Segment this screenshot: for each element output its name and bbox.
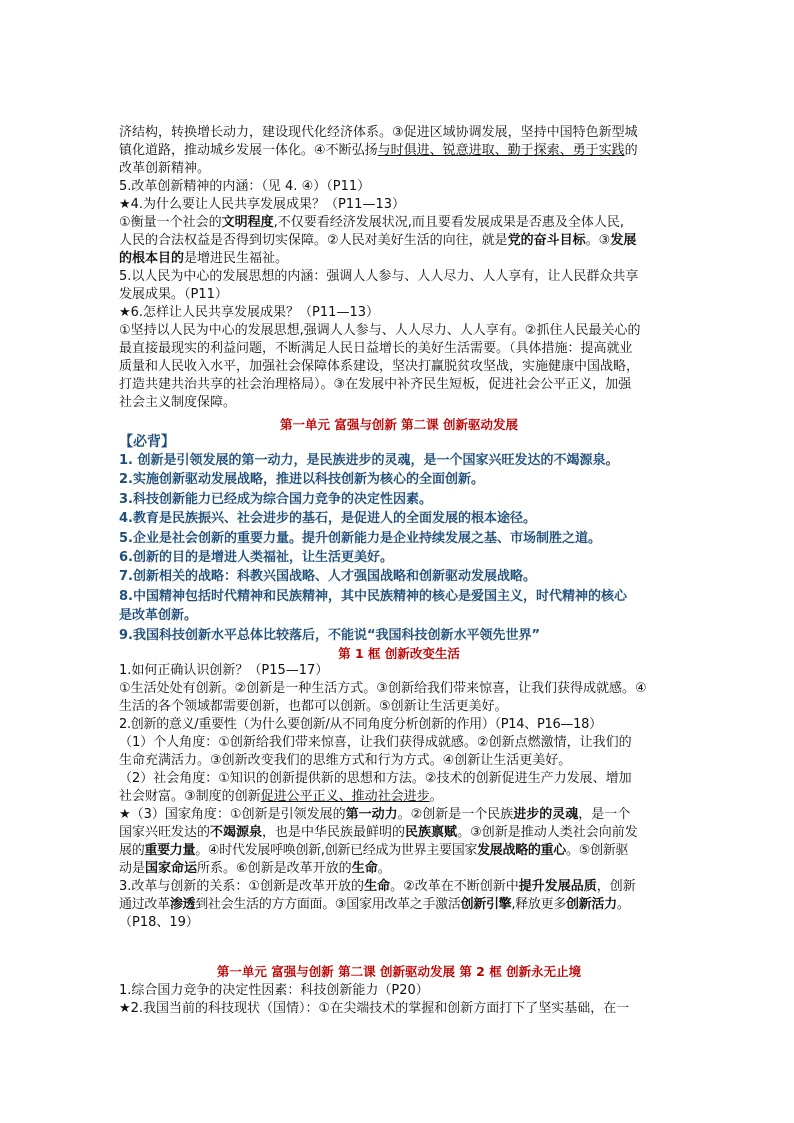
frame-heading: 第一单元 富强与创新 第二课 创新驱动发展 第 2 框 创新永无止境 (216, 964, 582, 979)
text-line: ★（3）国家角度：①创新是引领发展的第一动力。②创新是一个民族进步的灵魂，是一个 (119, 807, 631, 822)
text-line: （1）个人角度：①创新给我们带来惊喜，让我们获得成就感。②创新点燃激情，让我们的 (119, 735, 632, 750)
must-item: 3.科技创新能力已经成为综合国力竞争的决定性因素。 (119, 491, 432, 507)
frame-heading: 第 1 框 创新改变生活 (338, 646, 460, 661)
text-line: ①生活处处有创新。②创新是一种生活方式。③创新给我们带来惊喜，让我们获得成就感。④ (119, 681, 647, 696)
text-line: 3.改革与创新的关系：①创新是改革开放的生命。②改革在不断创新中提升发展品质，创新 (119, 879, 636, 894)
must-item: 4.教育是民族振兴、社会进步的基石，是促进人的全面发展的根本途径。 (119, 511, 536, 527)
section-economy-people (119, 124, 679, 412)
text-line: 打造共建共治共享的社会治理格局）。③在发展中补齐民生短板，促进社会公平正义，加强 (119, 377, 632, 392)
text-line: 人民的合法权益是否得到切实保障。②人民对美好生活的向往，就是党的奋斗目标。③发展 (119, 233, 637, 248)
text-line: ①衡量一个社会的文明程度,不仅要看经济发展状况,而且要看发展成果是否惠及全体人民, (119, 215, 625, 230)
section-innovation-life (119, 662, 679, 932)
must-item: 6.创新的目的是增进人类福祉，让生活更美好。 (119, 550, 393, 566)
text-line: 最直接最现实的利益问题，不断满足人民日益增长的美好生活需要。（具体措施：提高就业 (119, 341, 633, 356)
text-line: ①坚持以人民为中心的发展思想,强调人人参与、人人尽力、人人享有。②抓住人民最关心的 (119, 323, 641, 338)
question-heading: ★6.怎样让人民共享发展成果？（P11—13） (119, 305, 379, 320)
text-line: 展的重要力量。④时代发展呼唤创新,创新已经成为世界主要国家发展战略的重心。⑤创新驱 (119, 843, 629, 858)
must-item: 2.实施创新驱动发展战略，推进以科技创新为核心的全面创新。 (119, 472, 484, 488)
must-item: 8.中国精神包括时代精神和民族精神，其中民族精神的核心是爱国主义，时代精神的核心 (119, 588, 627, 604)
question-heading: ★4.为什么要让人民共享发展成果？（P11—13） (119, 197, 405, 212)
text-line: （2）社会角度：①知识的创新提供新的思想和方法。②技术的创新促进生产力发展、增加 (119, 771, 632, 786)
text-line: 社会主义制度保障。 (119, 395, 237, 410)
must-item: 7.创新相关的战略：科教兴国战略、人才强国战略和创新驱动发展战略。 (119, 569, 536, 585)
must-memorize-label: 【必背】 (119, 434, 175, 450)
text-line: （P18、19） (119, 915, 199, 930)
question-heading: ★2.我国当前的科技现状（国情）：①在尖端技术的掌握和创新方面打下了坚实基础，在一 (119, 1001, 630, 1016)
must-item: 9.我国科技创新水平总体比较落后，不能说“我国科技创新水平领先世界” (119, 627, 541, 643)
must-item: 5.企业是社会创新的重要力量。提升创新能力是企业持续发展之基、市场制胜之道。 (119, 530, 601, 546)
text-line: 生命充满活力。③创新改变我们的思维方式和行为方式。④创新让生活更美好。 (119, 753, 572, 768)
text-line: 国家兴旺发达的不竭源泉，也是中华民族最鲜明的民族禀赋。③创新是推动人类社会向前发 (119, 825, 638, 840)
text-line: 5.改革创新精神的内涵：（见 4. ④）（P11） (119, 179, 371, 194)
text-line: 镇化道路，推动城乡发展一体化。④不断弘扬与时俱进、锐意进取、勤于探索、勇于实践的 (119, 143, 638, 158)
question-heading: 2.创新的意义/重要性（为什么要创新/从不同角度分析创新的作用）（P14、P16—18） (119, 717, 602, 732)
section-innovation-endless (119, 982, 679, 1018)
text-line: 济结构，转换增长动力，建设现代化经济体系。③促进区域协调发展，坚持中国特色新型城 (119, 125, 638, 140)
text-line: 5.以人民为中心的发展思想的内涵：强调人人参与、人人尽力、人人享有，让人民群众共享 (119, 269, 639, 284)
must-memorize-section (119, 433, 679, 645)
text-line: 动是国家命运所系。⑥创新是改革开放的生命。 (119, 861, 391, 876)
text-line: 发展成果。（P11） (119, 287, 228, 302)
text-line: 质量和人民收入水平，加强社会保障体系建设，坚决打赢脱贫攻坚战，实施健康中国战略， (119, 359, 640, 374)
text-line: 通过改革渗透到社会生活的方方面面。③国家用改革之手激活创新引擎,释放更多创新活力。 (119, 897, 630, 912)
text-line: 社会财富。③制度的创新促进公平正义、推动社会进步。 (119, 789, 443, 804)
lesson-heading: 第一单元 富强与创新 第二课 创新驱动发展 (279, 417, 519, 432)
question-heading: 1.如何正确认识创新？（P15—17） (119, 663, 329, 678)
text-line: 改革创新精神。 (119, 161, 211, 176)
text-line: 的根本目的是增进民生福祉。 (119, 251, 289, 266)
must-item: 1. 创新是引领发展的第一动力，是民族进步的灵魂，是一个国家兴旺发达的不竭源泉。 (119, 453, 619, 468)
text-line: 生活的各个领域都需要创新，也都可以创新。⑤创新让生活更美好。 (119, 699, 508, 714)
must-item: 是改革创新。 (119, 608, 198, 624)
question-heading: 1.综合国力竞争的决定性因素：科技创新能力（P20） (119, 983, 429, 998)
